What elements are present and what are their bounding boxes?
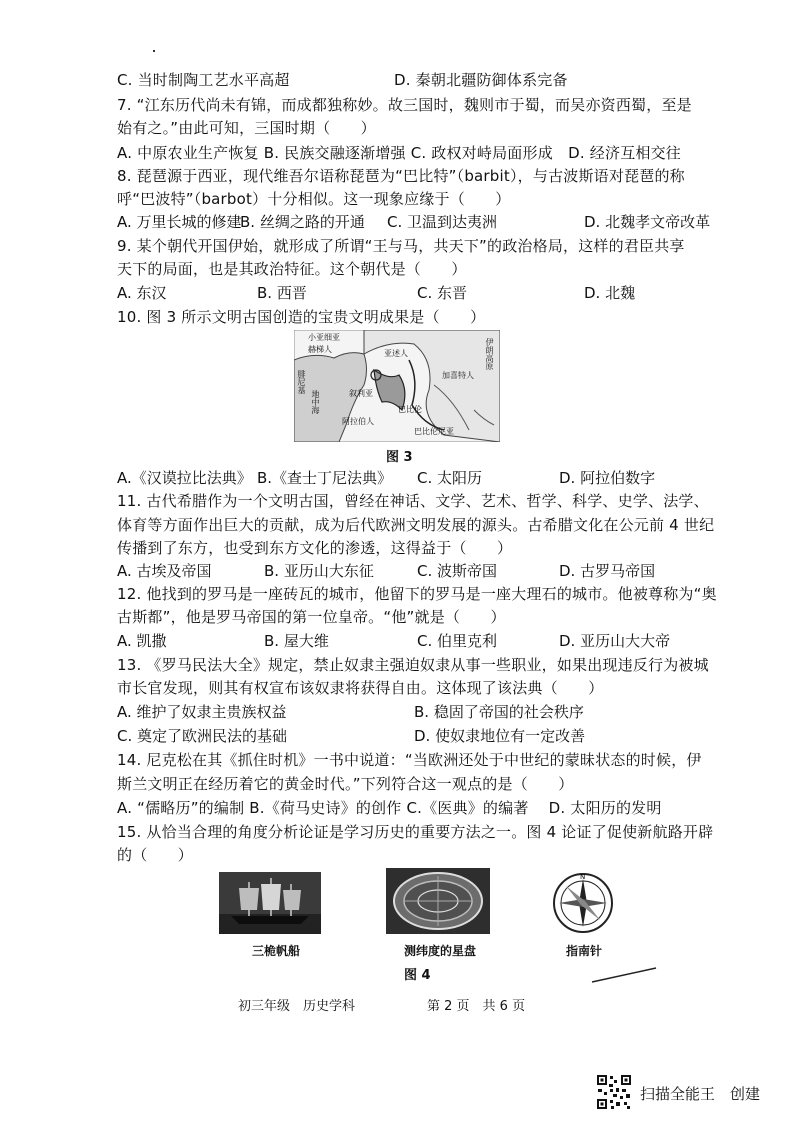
q11-option-c: C. 波斯帝国 — [417, 562, 498, 580]
ship-icon — [219, 872, 321, 934]
q11-stem-line3: 传播到了东方，也受到东方文化的渗透，这得益于（ ） — [117, 539, 513, 557]
map-label-iran-plateau: 伊朗高原 — [485, 338, 494, 370]
camscanner-watermark-text: 扫描全能王 创建 — [640, 1085, 761, 1103]
q9-stem-line1: 9. 某个朝代开国伊始，就形成了所谓“王与马，共天下”的政治格局，这样的君臣共享 — [117, 237, 685, 255]
q13-option-d: D. 使奴隶地位有一定改善 — [414, 727, 586, 745]
astrolabe-icon — [386, 868, 490, 934]
q8-option-a: A. 万里长城的修建 — [117, 213, 242, 231]
footer-grade-subject: 初三年级 历史学科 — [238, 999, 356, 1014]
q11-option-d: D. 古罗马帝国 — [559, 562, 656, 580]
scan-speck — [153, 50, 155, 52]
figure-4-ship-caption: 三桅帆船 — [252, 944, 301, 958]
q10-stem: 10. 图 3 所示文明古国创造的宝贵文明成果是（ ） — [117, 308, 486, 326]
q8-option-b: B. 丝绸之路的开通 — [240, 213, 365, 231]
map-label-asia-minor: 小亚细亚 — [308, 333, 340, 342]
map-label-babylon: 巴比伦 — [398, 405, 422, 414]
q10-option-b: B.《查士丁尼法典》 — [257, 469, 393, 487]
q13-stem-line2: 市长官发现，则其有权宣布该奴隶将获得自由。这体现了该法典（ ） — [117, 679, 604, 697]
q11-stem-line2: 体育等方面作出巨大的贡献，成为后代欧洲文明发展的源头。古希腊文化在公元前 4 世纪 — [117, 516, 715, 534]
q6-option-d: D. 秦朝北疆防御体系完备 — [394, 71, 568, 89]
figure-4-astrolabe-caption: 测纬度的星盘 — [404, 944, 477, 958]
q8-option-d: D. 北魏孝文帝改革 — [584, 213, 711, 231]
q13-option-b: B. 稳固了帝国的社会秩序 — [414, 703, 584, 721]
map-label-kassites: 加喜特人 — [442, 371, 474, 380]
q11-stem-line1: 11. 古代希腊作为一个文明古国，曾经在神话、文学、艺术、哲学、科学、史学、法学、 — [117, 492, 709, 510]
q13-option-c: C. 奠定了欧洲民法的基础 — [117, 727, 288, 745]
q15-stem-line2: 的（ ） — [117, 846, 194, 864]
figure-3-caption: 图 3 — [386, 450, 413, 465]
q10-option-a: A.《汉谟拉比法典》 — [117, 469, 252, 487]
figure-4-caption: 图 4 — [404, 968, 431, 983]
figure-4-compass-image — [550, 871, 616, 935]
map-label-babylonia: 巴比伦尼亚 — [414, 427, 454, 436]
map-label-phoenicia: 腓尼基 — [297, 370, 306, 394]
q14-options: A. “儒略历”的编制 B.《荷马史诗》的创作 C.《医典》的编著 D. 太阳历的发明 — [117, 799, 662, 817]
map-label-hittites: 赫梯人 — [308, 345, 332, 354]
q12-option-b: B. 屋大维 — [264, 632, 329, 650]
q7-stem-line2: 始有之。”由此可知，三国时期（ ） — [117, 119, 376, 137]
map-label-mediterranean: 地中海 — [311, 390, 320, 414]
figure-3-map — [294, 330, 500, 442]
qr-code-icon — [596, 1074, 632, 1110]
q9-stem-line2: 天下的局面，也是其政治特征。这个朝代是（ ） — [117, 260, 467, 278]
figure-4-astrolabe-image — [386, 868, 490, 934]
q14-stem-line2: 斯兰文明正在经历着它的黄金时代。”下列符合这一观点的是（ ） — [117, 775, 574, 793]
q12-stem-line1: 12. 他找到的罗马是一座砖瓦的城市，他留下的罗马是一座大理石的城市。他被尊称为“奥 — [117, 585, 717, 603]
q10-option-d: D. 阿拉伯数字 — [559, 469, 656, 487]
compass-icon — [550, 871, 616, 935]
q9-option-b: B. 西晋 — [257, 284, 307, 302]
q13-option-a: A. 维护了奴隶主贵族权益 — [117, 703, 287, 721]
map-label-arabs: 阿拉伯人 — [342, 417, 374, 426]
q11-option-a: A. 古埃及帝国 — [117, 562, 212, 580]
q9-option-a: A. 东汉 — [117, 284, 167, 302]
figure-4-ship-image — [219, 872, 321, 934]
q10-option-c: C. 太阳历 — [417, 469, 483, 487]
figure-4-compass-caption: 指南针 — [566, 944, 603, 958]
q14-stem-line1: 14. 尼克松在其《抓住时机》一书中说道：“当欧洲还处于中世纪的蒙昧状态的时候，伊 — [117, 751, 702, 769]
q12-option-d: D. 亚历山大大帝 — [559, 632, 671, 650]
q12-option-a: A. 凯撒 — [117, 632, 167, 650]
q9-option-d: D. 北魏 — [584, 284, 636, 302]
q7-options: A. 中原农业生产恢复 B. 民族交融逐渐增强 C. 政权对峙局面形成 D. 经济互相交往 — [117, 144, 681, 162]
pen-stroke-mark — [590, 966, 660, 986]
q15-stem-line1: 15. 从恰当合理的角度分析论证是学习历史的重要方法之一。图 4 论证了促使新航路开辟 — [117, 823, 714, 841]
q6-option-c: C. 当时制陶工艺水平高超 — [117, 71, 290, 89]
q7-stem-line1: 7. “江东历代尚未有锦，而成都独称妙。故三国时，魏则市于蜀，而吴亦资西蜀，至是 — [117, 96, 692, 114]
q13-stem-line1: 13. 《罗马民法大全》规定，禁止奴隶主强迫奴隶从事一些职业，如果出现违反行为被城 — [117, 656, 709, 674]
q12-option-c: C. 伯里克利 — [417, 632, 498, 650]
map-label-assyrians: 亚述人 — [384, 349, 408, 358]
footer-page-number: 第 2 页 共 6 页 — [427, 999, 526, 1014]
q11-option-b: B. 亚历山大东征 — [264, 562, 374, 580]
q8-stem-line1: 8. 琵琶源于西亚，现代维吾尔语称琵琶为“巴比特”（barbit），与古波斯语对琵琶的称 — [117, 167, 685, 185]
q8-stem-line2: 呼“巴波特”（barbot）十分相似。这一现象应缘于（ ） — [117, 190, 511, 208]
q8-option-c: C. 卫温到达夷洲 — [387, 213, 498, 231]
q12-stem-line2: 古斯都”，他是罗马帝国的第一位皇帝。“他”就是（ ） — [117, 608, 506, 626]
map-label-syria: 叙利亚 — [349, 389, 373, 398]
svg-text:N: N — [580, 873, 586, 881]
q9-option-c: C. 东晋 — [417, 284, 468, 302]
